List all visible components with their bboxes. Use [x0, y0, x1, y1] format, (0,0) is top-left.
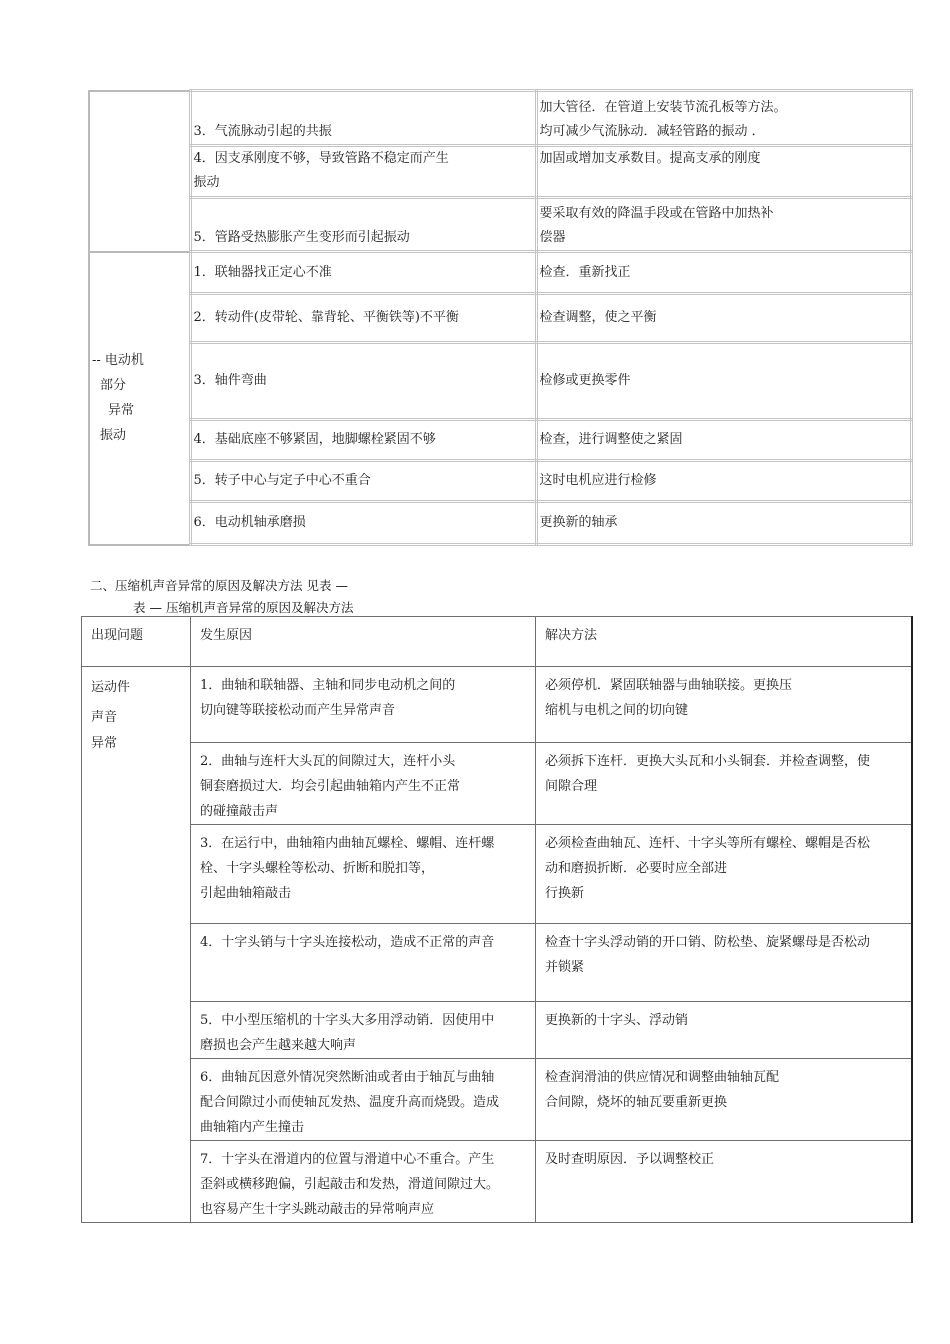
solution-cell: 必须拆下连杆．更换大头瓦和小头铜套．并检查调整，使 间隙合理: [536, 743, 912, 825]
solution-cell: 检查润滑油的供应情况和调整曲轴轴瓦配 合间隙，烧坏的轴瓦要重新更换: [536, 1059, 912, 1141]
solution-cell: 加固或增加支承数目。提高支承的刚度: [536, 146, 911, 198]
noise-table: [81, 616, 913, 1223]
section-heading: 二、压缩机声音异常的原因及解决方法 见表 —: [90, 578, 348, 593]
cause-cell: 7．十字头在滑道内的位置与滑道中心不重合。产生 歪斜或横移跑偏，引起敲击和发热，滑道间隙过大。 也容易产生十字头跳动敲击的异常响声应: [191, 1141, 536, 1223]
group-cell-empty: [89, 91, 190, 252]
cause-cell: 3．轴件弯曲: [190, 343, 536, 420]
solution-cell: 检查．重新找正: [536, 252, 911, 294]
problem-group-motor: -- 电动机 部分 异常 振动: [89, 252, 190, 545]
header-cause: 发生原因: [191, 617, 536, 667]
solution-cell: 检修或更换零件: [536, 343, 911, 420]
cause-cell: 1．联轴器找正定心不准: [190, 252, 536, 294]
cause-cell: 3．气流脉动引起的共振: [190, 91, 536, 146]
cause-cell: 3．在运行中，曲轴箱内曲轴瓦螺栓、螺帽、连杆螺 栓、十字头螺栓等松动、折断和脱扣等， 引起曲轴箱敲击: [191, 825, 536, 924]
solution-cell: 及时查明原因．予以调整校正: [536, 1141, 912, 1223]
solution-cell: 检查，进行调整使之紧固: [536, 420, 911, 461]
solution-cell: 更换新的轴承: [536, 502, 911, 545]
solution-cell: 必须停机．紧固联轴器与曲轴联接。更换压 缩机与电机之间的切向键: [536, 667, 912, 743]
problem-cell: 运动件 声音 异常: [82, 667, 191, 1223]
cause-cell: 5．中小型压缩机的十字头大多用浮动销．因使用中 磨损也会产生越来越大响声: [191, 1002, 536, 1059]
solution-cell: 要采取有效的降温手段或在管路中加热补 偿器: [536, 198, 911, 252]
cause-cell: 2．曲轴与连杆大头瓦的间隙过大，连杆小头 铜套磨损过大．均会引起曲轴箱内产生不正常 的碰撞敲击声: [191, 743, 536, 825]
solution-cell: 检查十字头浮动销的开口销、防松垫、旋紧螺母是否松动 并锁紧: [536, 924, 912, 1002]
table-caption: 表 — 压缩机声音异常的原因及解决方法: [133, 600, 354, 615]
header-problem: 出现问题: [82, 617, 191, 667]
cause-cell: 5．转子中心与定子中心不重合: [190, 461, 536, 502]
cause-cell: 2．转动件(皮带轮、靠背轮、平衡铁等)不平衡: [190, 294, 536, 343]
solution-cell: 加大管径．在管道上安装节流孔板等方法。 均可减少气流脉动．减轻管路的振动 ．: [536, 91, 911, 146]
solution-cell: 这时电机应进行检修: [536, 461, 911, 502]
cause-cell: 1．曲轴和联轴器、主轴和同步电动机之间的 切向键等联接松动而产生异常声音: [191, 667, 536, 743]
cause-cell: 4．十字头销与十字头连接松动，造成不正常的声音: [191, 924, 536, 1002]
cause-cell: 4．因支承刚度不够，导致管路不稳定而产生 振动: [190, 146, 536, 198]
cause-cell: 6．曲轴瓦因意外情况突然断油或者由于轴瓦与曲轴 配合间隙过小而使轴瓦发热、温度升高而烧毁。造成 曲轴箱内产生撞击: [191, 1059, 536, 1141]
cause-cell: 6．电动机轴承磨损: [190, 502, 536, 545]
header-solution: 解决方法: [536, 617, 912, 667]
cause-cell: 5．管路受热膨胀产生变形而引起振动: [190, 198, 536, 252]
solution-cell: 更换新的十字头、浮动销: [536, 1002, 912, 1059]
solution-cell: 检查调整，使之平衡: [536, 294, 911, 343]
solution-cell: 必须检查曲轴瓦、连杆、十字头等所有螺栓、螺帽是否松 动和磨损折断．必要时应全部进 行换新: [536, 825, 912, 924]
cause-cell: 4．基础底座不够紧固，地脚螺栓紧固不够: [190, 420, 536, 461]
vibration-table: [88, 89, 913, 546]
